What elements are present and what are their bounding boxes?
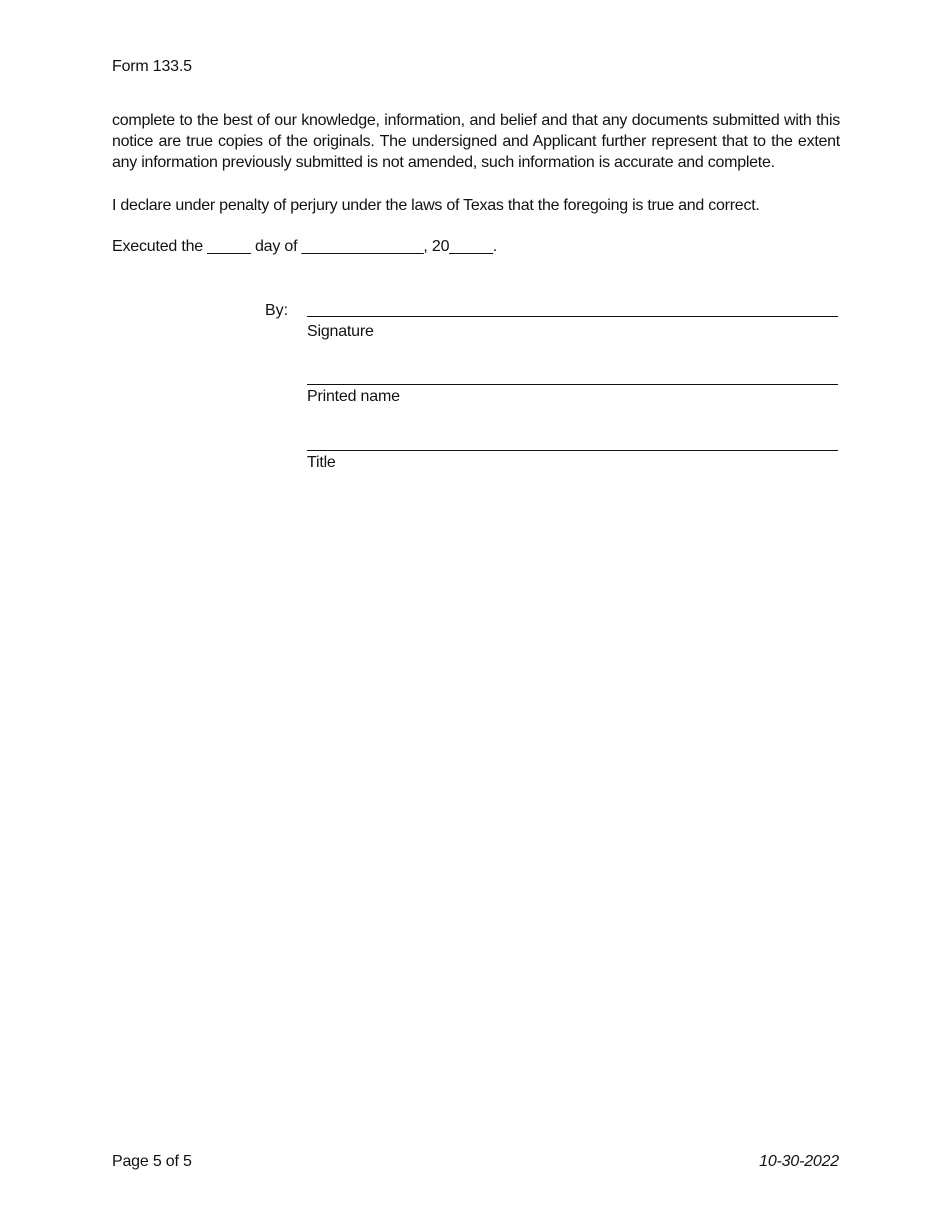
- executed-date-line: Executed the _____ day of ______________, 20_____.: [112, 238, 498, 255]
- printed-name-caption: Printed name: [307, 388, 400, 405]
- revision-date: 10-30-2022: [759, 1153, 839, 1170]
- by-label: By:: [265, 302, 289, 319]
- printed-name-line: [307, 384, 838, 385]
- certification-paragraph: complete to the best of our knowledge, information, and belief and that any documents submitted with this notice are true copies of the originals. The undersigned and Applicant further represent that to the extent any information previously submitted is not amended, such information is accurate and complete.: [112, 112, 840, 171]
- title-line: [307, 450, 838, 451]
- title-caption: Title: [307, 454, 336, 471]
- signature-line: [307, 316, 838, 317]
- signature-caption: Signature: [307, 323, 374, 340]
- form-number: Form 133.5: [112, 58, 192, 75]
- perjury-declaration: I declare under penalty of perjury under the laws of Texas that the foregoing is true and correct.: [112, 197, 760, 214]
- page-number: Page 5 of 5: [112, 1153, 192, 1170]
